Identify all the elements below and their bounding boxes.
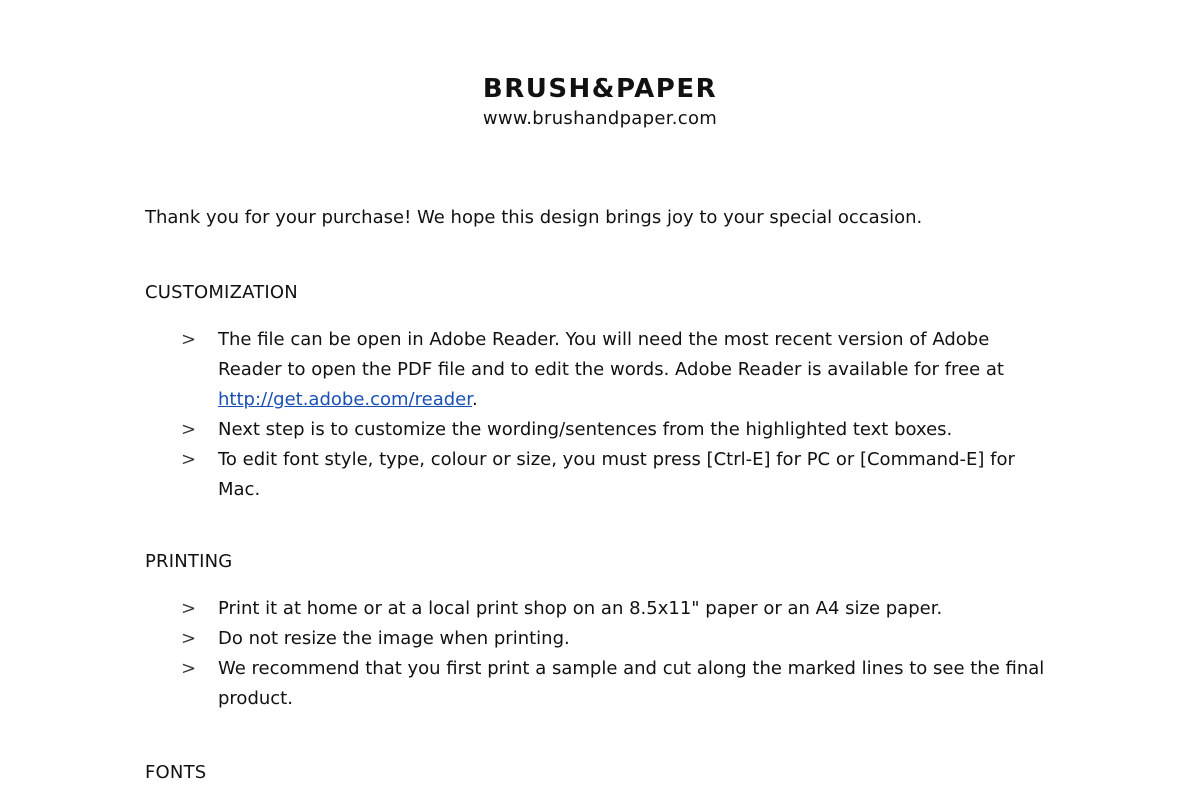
bullet-arrow-icon: > [181, 449, 197, 470]
intro-paragraph: Thank you for your purchase! We hope this design brings joy to your special occasion. [145, 207, 923, 228]
bullet-arrow-icon: > [181, 419, 197, 440]
printing-list [175, 594, 1055, 714]
list-item [175, 415, 1055, 445]
adobe-reader-link[interactable]: http://get.adobe.com/reader [218, 389, 472, 410]
list-item-text: We recommend that you first print a sample and cut along the marked lines to see the final product. [218, 658, 1045, 709]
website-text: www.brushandpaper.com [482, 108, 718, 129]
list-item [175, 654, 1055, 714]
section-heading-customization: CUSTOMIZATION [145, 282, 298, 303]
bullet-arrow-icon: > [181, 598, 197, 619]
list-item-text: The file can be open in Adobe Reader. You will need the most recent version of Adobe Reader to open the PDF file and to edit the words. Adobe Reader is available for free at [218, 329, 1004, 380]
list-item-text-end: . [471, 389, 478, 410]
section-heading-fonts: FONTS [145, 762, 207, 783]
bullet-arrow-icon: > [181, 329, 197, 350]
list-item-text: To edit font style, type, colour or size, you must press [Ctrl-E] for PC or [Command-E] for Mac. [218, 449, 1015, 500]
customization-list [175, 325, 1055, 505]
list-item [175, 594, 1055, 624]
list-item-text: Next step is to customize the wording/sentences from the highlighted text boxes. [218, 419, 953, 440]
brand-title: BRUSH&PAPER [482, 74, 718, 104]
list-item-text: Do not resize the image when printing. [218, 628, 570, 649]
bullet-arrow-icon: > [181, 658, 197, 679]
list-item [175, 624, 1055, 654]
list-item [175, 325, 1055, 415]
list-item [175, 445, 1055, 505]
bullet-arrow-icon: > [181, 628, 197, 649]
list-item-text: Print it at home or at a local print shop on an 8.5x11" paper or an A4 size paper. [218, 598, 943, 619]
section-heading-printing: PRINTING [145, 551, 233, 572]
